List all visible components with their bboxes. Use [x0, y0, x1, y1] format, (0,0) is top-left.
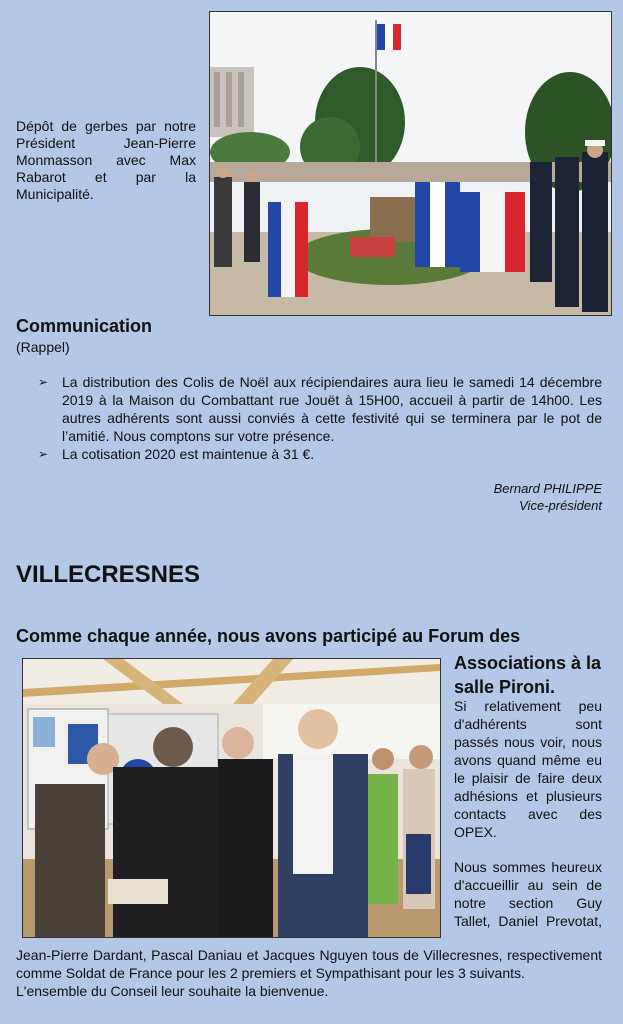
welcome-paragraph-continuation: Jean-Pierre Dardant, Pascal Daniau et Jacques Nguyen tous de Villecresnes, respectivement comme Soldat de France pour les 2 premiers et Sympathisant pour les 3 suivants.: [16, 947, 602, 981]
list-item: [38, 373, 602, 445]
communication-title: Communication: [16, 316, 153, 336]
forum-heading-line2: Associations à la salle Pironi.: [454, 653, 602, 697]
communication-subtitle: (Rappel): [16, 339, 70, 355]
bullet-text: La cotisation 2020 est maintenue à 31 €.: [62, 446, 315, 462]
section-title-villecresnes: VILLECRESNES: [16, 561, 201, 588]
forum-paragraph: Si relativement peu d'adhérents sont passés nous voir, nous avons quand même eu le plaisir de faire deux adhésions et plusieurs contacts avec des OPEX.: [454, 698, 602, 840]
signature-name: Bernard PHILIPPE: [493, 481, 602, 496]
bullet-text: La distribution des Colis de Noël aux récipiendaires aura lieu le samedi 14 décembre 2019 à la Maison du Combattant rue Jouët à 15H00, accueil à partir de 14h00. Les autres adhérents sont aussi conviés à cette festivité qui se terminera par le pot de l’amitié. Nous comptons sur votre présence.: [62, 374, 602, 444]
list-item: [38, 445, 602, 463]
ceremony-photo: [209, 11, 612, 316]
closing-line: L'ensemble du Conseil leur souhaite la bienvenue.: [16, 983, 329, 999]
welcome-paragraph-end: [16, 946, 602, 1000]
ceremony-caption: Dépôt de gerbes par notre Président Jean-Pierre Monmasson avec Max Rabarot et par la Municipalité.: [16, 118, 196, 202]
welcome-paragraph-start: Nous sommes heureux d'accueillir au sein de notre section Guy Tallet, Daniel Prevotat,: [454, 859, 602, 929]
arrow-bullet-icon: ➢: [38, 375, 49, 389]
forum-photo: [22, 658, 441, 938]
signature-role: Vice-président: [519, 498, 602, 513]
forum-heading-line1: Comme chaque année, nous avons participé au Forum des: [16, 626, 521, 646]
communication-list: [38, 373, 602, 463]
arrow-bullet-icon: ➢: [38, 447, 49, 461]
